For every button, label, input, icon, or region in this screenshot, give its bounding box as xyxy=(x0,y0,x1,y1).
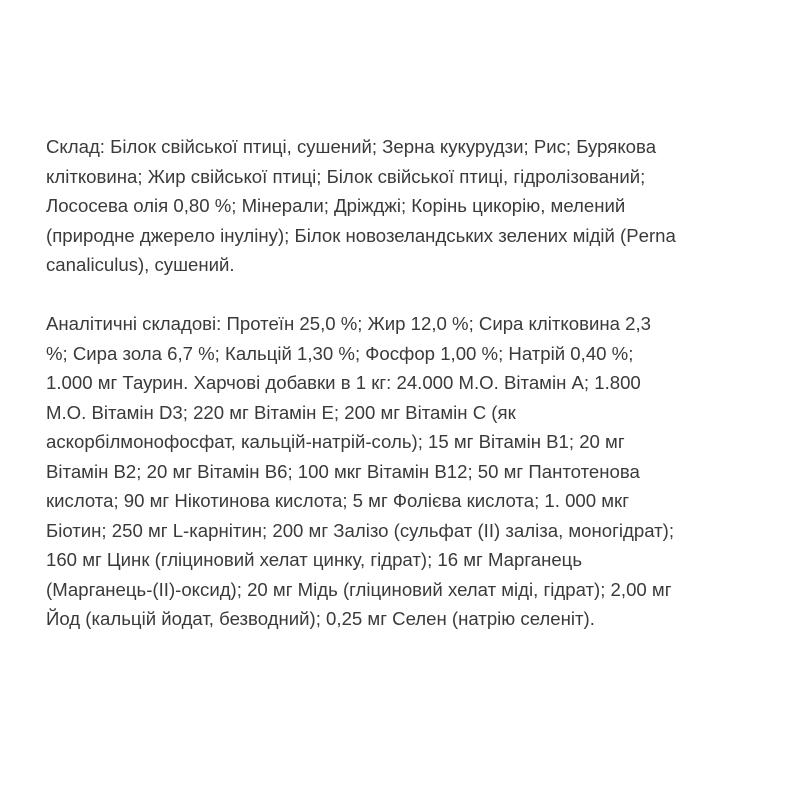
analytical-line: М.О. Вітамін D3; 220 мг Вітамін Е; 200 мг Вітамін С (як xyxy=(46,401,516,423)
analytical-line: Біотин; 250 мг L-карнітин; 200 мг Залізо (сульфат (II) заліза, моногідрат); xyxy=(46,519,675,541)
analytical-line: %; Сира зола 6,7 %; Кальцій 1,30 %; Фосфор 1,00 %; Натрій 0,40 %; xyxy=(46,342,634,364)
analytical-paragraph xyxy=(46,309,766,634)
analytical-line: Вітамін В2; 20 мг Вітамін В6; 100 мкг Вітамін В12; 50 мг Пантотенова xyxy=(46,460,640,482)
analytical-line: Аналітичні складові: Протеїн 25,0 %; Жир 12,0 %; Сира клітковина 2,3 xyxy=(46,313,651,334)
composition-paragraph xyxy=(46,132,766,280)
analytical-line: 160 мг Цинк (гліциновий хелат цинку, гідрат); 16 мг Марганець xyxy=(46,549,583,570)
analytical-line: (Марганець-(II)-оксид); 20 мг Мідь (гліциновий хелат міді, гідрат); 2,00 мг xyxy=(46,578,672,600)
composition-line: Лососева олія 0,80 %; Мінерали; Дріжджі; Корінь цикорію, мелений xyxy=(46,195,626,216)
analytical-line: кислота; 90 мг Нікотинова кислота; 5 мг Фолієва кислота; 1. 000 мкг xyxy=(46,490,629,511)
composition-line: (природне джерело інуліну); Білок новозеландських зелених мідій (Perna xyxy=(46,224,676,246)
paragraph-gap xyxy=(46,280,766,310)
analytical-line: аскорбілмонофосфат, кальцій-натрій-соль); 15 мг Вітамін В1; 20 мг xyxy=(46,431,625,452)
composition-line: клітковина; Жир свійської птиці; Білок свійської птиці, гідролізований; xyxy=(46,165,646,187)
composition-line: canaliculus), сушений. xyxy=(46,254,235,275)
analytical-line: 1.000 мг Таурин. Харчові добавки в 1 кг: 24.000 М.О. Вітамін А; 1.800 xyxy=(46,372,641,393)
product-description xyxy=(46,132,766,634)
analytical-line: Йод (кальцій йодат, безводний); 0,25 мг Селен (натрію селеніт). xyxy=(46,608,595,629)
composition-line: Склад: Білок свійської птиці, сушений; Зерна кукурудзи; Рис; Бурякова xyxy=(46,136,657,157)
